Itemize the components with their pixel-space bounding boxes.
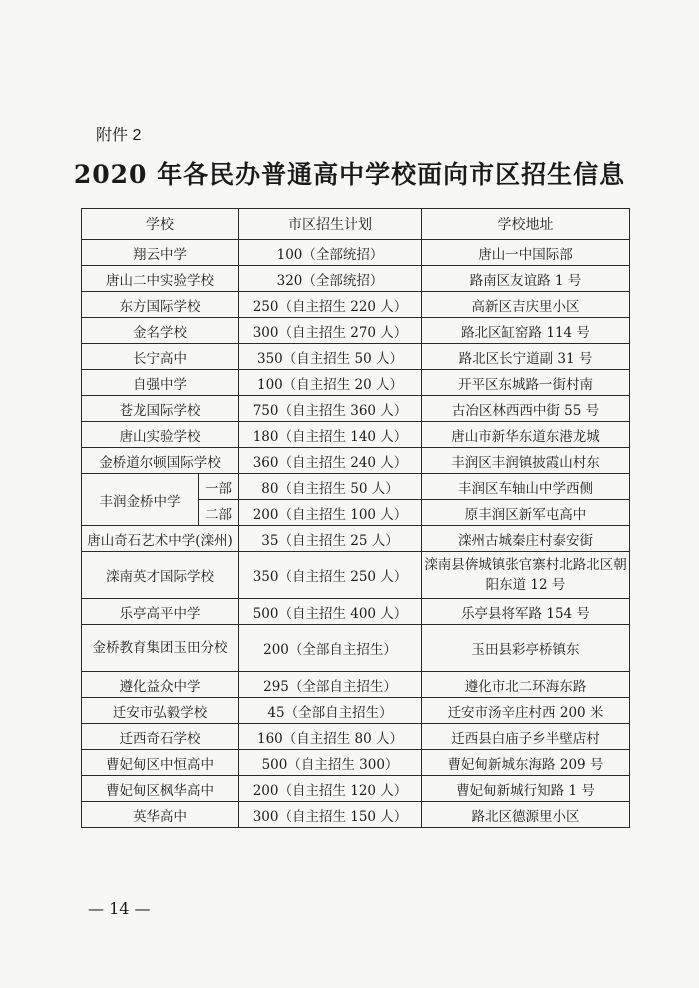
school-address: 滦州古城秦庄村泰安街 (422, 526, 630, 552)
school-address: 丰润区车轴山中学西侧 (422, 474, 630, 500)
enrollment-plan: 250（自主招生 220 人） (239, 292, 422, 318)
table-row (82, 266, 630, 292)
table-row (82, 318, 630, 344)
school-name: 自强中学 (82, 370, 239, 396)
campus-name: 一部 (199, 474, 239, 500)
school-address: 丰润区丰润镇披霞山村东 (422, 448, 630, 474)
enrollment-plan: 750（自主招生 360 人） (239, 396, 422, 422)
table-row (82, 750, 630, 776)
school-name: 长宁高中 (82, 344, 239, 370)
school-name: 乐亭高平中学 (82, 599, 239, 625)
attachment-label: 附件 2 (96, 127, 142, 144)
enrollment-plan: 320（全部统招） (239, 266, 422, 292)
table-row (82, 396, 630, 422)
table-row (82, 344, 630, 370)
school-name: 滦南英才国际学校 (82, 552, 239, 599)
page-title: 2020 年各民办普通高中学校面向市区招生信息 (73, 160, 626, 189)
table-header-row (82, 209, 630, 240)
admissions-table (81, 208, 630, 828)
school-name: 唐山奇石艺术中学(滦州) (82, 526, 239, 552)
school-address: 唐山市新华东道东港龙城 (422, 422, 630, 448)
enrollment-plan: 160（自主招生 80 人） (239, 724, 422, 750)
campus-name: 二部 (199, 500, 239, 526)
enrollment-plan: 200（全部自主招生） (239, 625, 422, 672)
school-name: 曹妃甸区中恒高中 (82, 750, 239, 776)
table-row (82, 422, 630, 448)
school-address: 曹妃甸新城行知路 1 号 (422, 776, 630, 802)
table-row (82, 625, 630, 672)
table-row (82, 599, 630, 625)
table-row (82, 724, 630, 750)
enrollment-plan: 300（自主招生 270 人） (239, 318, 422, 344)
school-address: 玉田县彩亭桥镇东 (422, 625, 630, 672)
school-address: 开平区东城路一街村南 (422, 370, 630, 396)
table-row (82, 552, 630, 599)
school-address: 唐山一中国际部 (422, 240, 630, 266)
table-body (82, 240, 630, 828)
school-address: 遵化市北二环海东路 (422, 672, 630, 698)
school-name: 遵化益众中学 (82, 672, 239, 698)
enrollment-plan: 500（自主招生 400 人） (239, 599, 422, 625)
school-name: 金桥道尔顿国际学校 (82, 448, 239, 474)
school-name: 迁安市弘毅学校 (82, 698, 239, 724)
enrollment-plan: 100（自主招生 20 人） (239, 370, 422, 396)
header-school: 学校 (82, 209, 239, 240)
school-address: 曹妃甸新城东海路 209 号 (422, 750, 630, 776)
enrollment-plan: 180（自主招生 140 人） (239, 422, 422, 448)
school-address: 迁西县白庙子乡半壁店村 (422, 724, 630, 750)
school-name: 曹妃甸区枫华高中 (82, 776, 239, 802)
school-name: 唐山实验学校 (82, 422, 239, 448)
table-row (82, 672, 630, 698)
school-name: 英华高中 (82, 802, 239, 828)
enrollment-plan: 500（自主招生 300） (239, 750, 422, 776)
table-row (82, 474, 630, 500)
school-address: 迁安市汤辛庄村西 200 米 (422, 698, 630, 724)
school-address: 路北区德源里小区 (422, 802, 630, 828)
table-row (82, 370, 630, 396)
table-row (82, 802, 630, 828)
enrollment-plan: 295（全部自主招生） (239, 672, 422, 698)
enrollment-plan: 200（自主招生 120 人） (239, 776, 422, 802)
school-name: 翔云中学 (82, 240, 239, 266)
table-row (82, 698, 630, 724)
page-number: — 14 — (88, 899, 151, 918)
school-name: 迁西奇石学校 (82, 724, 239, 750)
enrollment-plan: 300（自主招生 150 人） (239, 802, 422, 828)
school-name: 金桥教育集团玉田分校 (82, 625, 239, 672)
school-name: 苍龙国际学校 (82, 396, 239, 422)
enrollment-plan: 360（自主招生 240 人） (239, 448, 422, 474)
table-row (82, 292, 630, 318)
enrollment-plan: 200（自主招生 100 人） (239, 500, 422, 526)
enrollment-plan: 350（自主招生 250 人） (239, 552, 422, 599)
school-address: 高新区吉庆里小区 (422, 292, 630, 318)
school-name: 唐山二中实验学校 (82, 266, 239, 292)
table-row (82, 526, 630, 552)
table-row (82, 448, 630, 474)
enrollment-plan: 100（全部统招） (239, 240, 422, 266)
header-plan: 市区招生计划 (239, 209, 422, 240)
enrollment-plan: 35（自主招生 25 人） (239, 526, 422, 552)
enrollment-plan: 350（自主招生 50 人） (239, 344, 422, 370)
school-address: 原丰润区新军屯高中 (422, 500, 630, 526)
header-address: 学校地址 (422, 209, 630, 240)
school-address: 路南区友谊路 1 号 (422, 266, 630, 292)
school-address: 路北区缸窑路 114 号 (422, 318, 630, 344)
school-name: 金名学校 (82, 318, 239, 344)
table-row (82, 240, 630, 266)
school-address: 乐亭县将军路 154 号 (422, 599, 630, 625)
enrollment-plan: 80（自主招生 50 人） (239, 474, 422, 500)
enrollment-plan: 45（全部自主招生） (239, 698, 422, 724)
school-address: 古冶区林西西中街 55 号 (422, 396, 630, 422)
school-address: 路北区长宁道副 31 号 (422, 344, 630, 370)
table-row (82, 776, 630, 802)
school-name: 东方国际学校 (82, 292, 239, 318)
school-name: 丰润金桥中学 (82, 474, 199, 526)
school-address: 滦南县倴城镇张官寨村北路北区朝阳东道 12 号 (422, 552, 630, 599)
